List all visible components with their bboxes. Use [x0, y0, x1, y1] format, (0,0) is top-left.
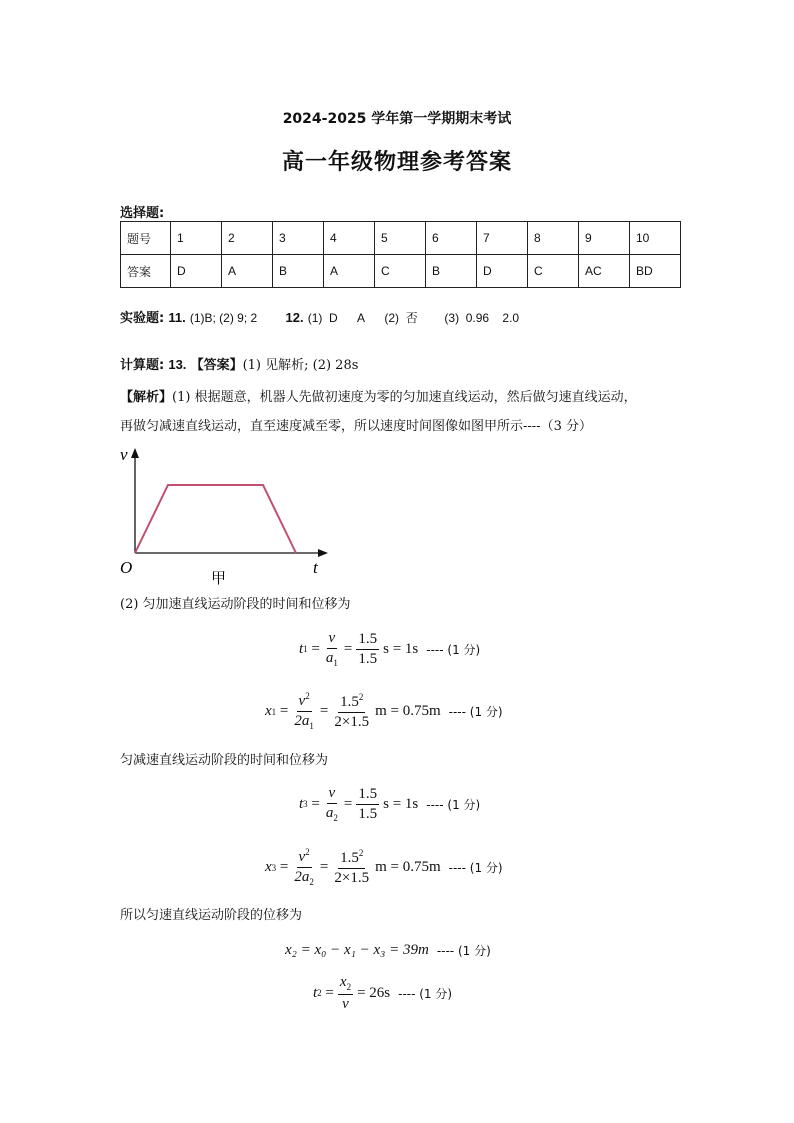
denominator: 2a	[294, 868, 310, 885]
velocity-time-graph	[115, 440, 340, 590]
points-label: ---- (1 分)	[448, 705, 503, 720]
exam-title: 2024-2025 学年第一学期期末考试	[282, 111, 512, 127]
question-11-number: 11.	[168, 310, 186, 325]
v-axis-label: v	[120, 445, 128, 464]
formula-x3: x 3 = $\frac{v^2}{2a_2}$ = $\frac{1.5^2}{2\times 1.5}$ m = 0.75m ---- (1 分)	[265, 847, 503, 887]
answer-cell: C	[528, 255, 579, 288]
answer-cell: AC	[579, 255, 630, 288]
formula-subscript: 1	[303, 644, 308, 655]
numerator: 1.5	[340, 694, 359, 711]
formula-t2: t 2 = $\frac{x_2}{v}$ = 26s ---- (1 分)	[313, 974, 453, 1012]
t-axis-arrow	[318, 549, 328, 557]
formula-result: = 26s	[357, 984, 391, 1001]
formula-x2-text: x₂ = x₀ − x₁ − x₃ = 39m	[285, 942, 429, 958]
question-number: 9	[579, 222, 630, 255]
analysis-tag: 【解析】	[120, 390, 173, 405]
row-header-answer: 答案	[121, 255, 171, 288]
document-title: 高一年级物理参考答案	[281, 150, 512, 175]
part2-intro: (2) 匀加速直线运动阶段的时间和位移为	[120, 597, 351, 612]
denominator: v	[342, 995, 349, 1012]
formula-t1: t 1 = $\frac{v}{a_1}$ = $\frac{1.5}{1.5}$ s = 1s ---- (1 分)	[299, 630, 481, 668]
calc-answer-line	[120, 356, 358, 375]
denominator: a	[325, 649, 334, 666]
fraction	[356, 631, 379, 667]
formula-result: m = 0.75m	[375, 703, 441, 720]
question-12-answer: (1) D A (2) 否 (3) 0.96 2.0	[307, 311, 520, 325]
table-row-answers	[121, 255, 681, 288]
denominator: 2×1.5	[334, 869, 370, 886]
numerator: v	[327, 785, 338, 804]
numerator: 1.5	[340, 850, 359, 867]
question-number: 7	[477, 222, 528, 255]
numerator: 1.5	[356, 786, 379, 805]
answer-tag: 【答案】	[190, 358, 243, 373]
fraction	[324, 630, 340, 668]
decel-intro: 匀减速直线运动阶段的时间和位移为	[120, 753, 329, 768]
numerator-superscript: 2	[305, 691, 310, 701]
numerator: v	[327, 630, 338, 649]
formula-result: s = 1s	[383, 640, 419, 657]
formula-symbol: t	[299, 640, 304, 657]
answer-cell: B	[273, 255, 324, 288]
question-number: 8	[528, 222, 579, 255]
question-13-number: 13.	[168, 357, 187, 372]
formula-symbol: x	[265, 859, 272, 876]
formula-subscript: 3	[303, 799, 308, 810]
numerator: 1.5	[356, 631, 379, 650]
points-label: ---- (1 分)	[448, 861, 503, 876]
numerator-superscript: 2	[358, 692, 364, 703]
question-number: 3	[273, 222, 324, 255]
fraction	[356, 786, 379, 822]
formula-t3: t 3 = $\frac{v}{a_2}$ = $\frac{1.5}{1.5}$ s = 1s ---- (1 分)	[299, 785, 481, 823]
choice-section-label: 选择题:	[120, 206, 165, 221]
denominator: a	[325, 804, 334, 821]
calc-section-label: 计算题:	[120, 358, 165, 373]
formula-x1: x 1 = $\frac{v^2}{2a_1}$ = $\frac{1.5^2}{2\times 1.5}$ m = 0.75m ---- (1 分)	[265, 691, 503, 731]
table-row-numbers	[121, 222, 681, 255]
denominator-subscript: 1	[309, 720, 314, 731]
answer-cell: D	[171, 255, 222, 288]
question-number: 1	[171, 222, 222, 255]
row-header-number: 题号	[121, 222, 171, 255]
formula-subscript: 1	[271, 706, 277, 717]
v-axis-arrow	[131, 448, 139, 458]
denominator: 1.5	[358, 650, 378, 667]
question-11-answer: (1)B; (2) 9; 2	[189, 311, 258, 325]
fraction	[324, 785, 340, 823]
numerator-superscript: 2	[305, 847, 310, 857]
formula-x2	[285, 942, 491, 959]
points-label: ---- (1 分)	[436, 944, 491, 958]
formula-symbol: t	[299, 795, 304, 812]
question-12-number: 12.	[285, 310, 304, 325]
formula-subscript: 3	[271, 862, 277, 873]
analysis-text-1: (1) 根据题意，机器人先做初速度为零的匀加速直线运动，然后做匀速直线运动，	[172, 390, 637, 405]
fraction	[338, 974, 353, 1012]
formula-subscript: 2	[317, 988, 322, 999]
answer-cell: B	[426, 255, 477, 288]
uniform-intro: 所以匀速直线运动阶段的位移为	[120, 908, 303, 923]
t-axis-label: t	[313, 558, 318, 577]
fraction	[332, 849, 371, 886]
fraction	[292, 848, 316, 887]
question-number: 6	[426, 222, 477, 255]
question-number: 2	[222, 222, 273, 255]
question-number: 5	[375, 222, 426, 255]
denominator-subscript: 1	[333, 657, 338, 668]
denominator: 2×1.5	[334, 713, 370, 730]
analysis-paragraph-2: 再做匀减速直线运动，直至速度减至零，所以速度时间图像如图甲所示----（3 分）	[120, 419, 592, 434]
numerator: v	[298, 849, 306, 865]
denominator: 2a	[294, 712, 310, 729]
points-label: ---- (1 分)	[398, 986, 453, 1001]
formula-symbol: t	[313, 984, 318, 1001]
answer-cell: A	[222, 255, 273, 288]
fraction	[292, 692, 316, 731]
question-13-answer: (1) 见解析; (2) 28s	[242, 358, 359, 373]
graph-caption: 甲	[211, 569, 227, 587]
question-number: 4	[324, 222, 375, 255]
numerator-superscript: 2	[358, 848, 364, 859]
formula-result: s = 1s	[383, 795, 419, 812]
answer-cell: D	[477, 255, 528, 288]
formula-result: m = 0.75m	[375, 859, 441, 876]
question-number: 10	[630, 222, 681, 255]
numerator: x	[339, 974, 347, 990]
denominator-subscript: 2	[309, 876, 314, 887]
denominator-subscript: 2	[333, 812, 338, 823]
origin-label: O	[120, 558, 133, 577]
experiment-section-label: 实验题:	[120, 311, 165, 326]
answer-cell: C	[375, 255, 426, 288]
points-label: ---- (1 分)	[426, 797, 481, 812]
points-label: ---- (1 分)	[426, 642, 481, 657]
denominator: 1.5	[358, 805, 378, 822]
fraction	[332, 693, 371, 730]
numerator: v	[298, 693, 306, 709]
answer-cell: A	[324, 255, 375, 288]
experiment-line	[120, 309, 519, 328]
numerator-subscript: 2	[346, 982, 352, 992]
formula-symbol: x	[265, 703, 272, 720]
analysis-paragraph-1	[120, 389, 637, 407]
answer-cell: BD	[630, 255, 681, 288]
answer-table	[120, 221, 681, 288]
velocity-curve	[135, 485, 296, 553]
